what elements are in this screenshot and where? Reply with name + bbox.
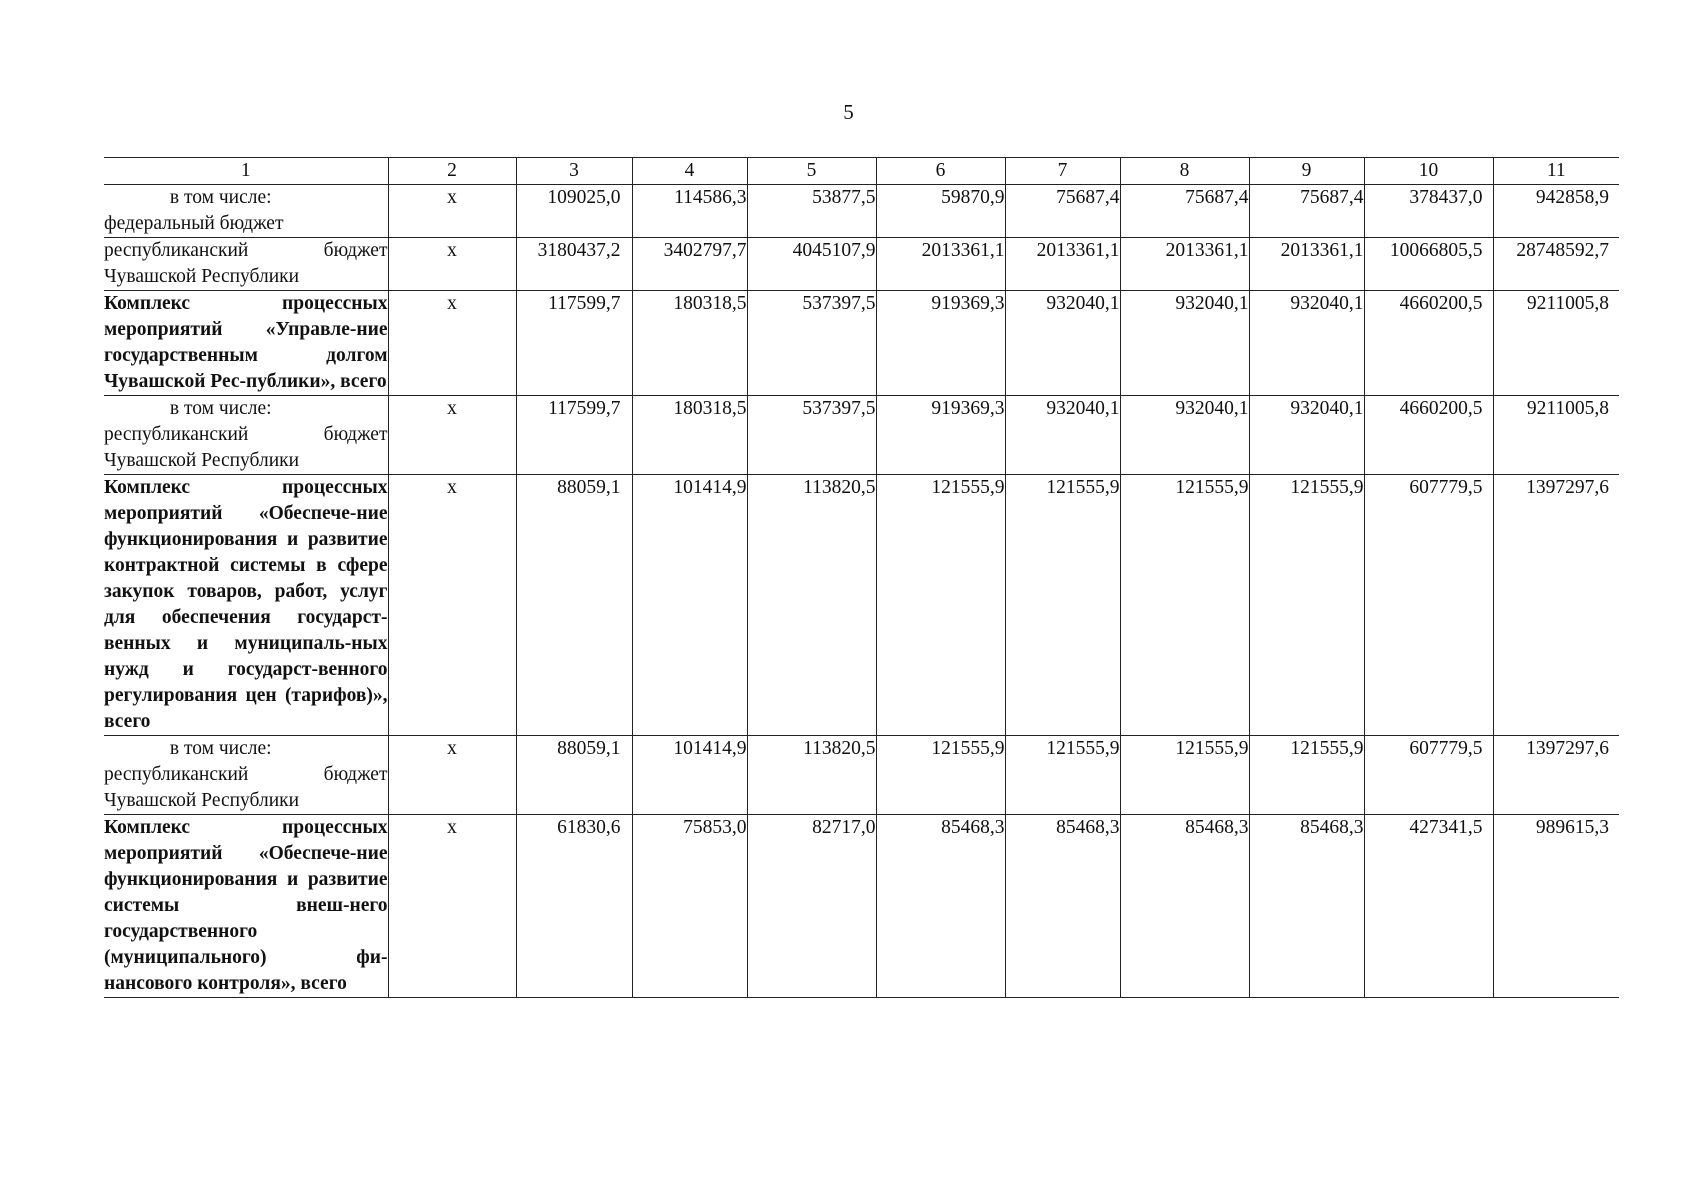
value-cell: 88059,1	[516, 736, 632, 815]
value-cell: 3180437,2	[516, 238, 632, 291]
value-cell: 2013361,1	[1120, 238, 1249, 291]
value-cell: 4660200,5	[1364, 291, 1493, 396]
value-cell: 85468,3	[1120, 815, 1249, 998]
value-cell: 10066805,5	[1364, 238, 1493, 291]
value-cell: 932040,1	[1120, 396, 1249, 475]
column-header: 7	[1005, 158, 1120, 185]
value-cell: 121555,9	[876, 475, 1005, 736]
column-header: 8	[1120, 158, 1249, 185]
table-row	[104, 291, 1619, 396]
value-cell: 121555,9	[1249, 736, 1364, 815]
page-number: 5	[843, 100, 854, 124]
column-header: 1	[104, 158, 388, 185]
value-cell: 919369,3	[876, 291, 1005, 396]
row-name: Комплекс процессных мероприятий «Обеспече-ние функционирования и развитие контрактной системы в сфере закупок товаров, работ, услуг для обеспечения государст-венных и муниципаль-ных нужд и государст-венного регулирования цен (тарифов)», всего	[104, 477, 388, 732]
value-cell: 117599,7	[516, 291, 632, 396]
table-body	[104, 185, 1619, 998]
row-code-cell: x	[388, 815, 516, 998]
row-name-cell	[104, 736, 388, 815]
row-name-cell	[104, 185, 388, 238]
value-cell: 121555,9	[1249, 475, 1364, 736]
value-cell: 114586,3	[632, 185, 747, 238]
row-name-cell	[104, 815, 388, 998]
column-header: 9	[1249, 158, 1364, 185]
value-cell: 932040,1	[1249, 396, 1364, 475]
value-cell: 121555,9	[876, 736, 1005, 815]
value-cell: 180318,5	[632, 291, 747, 396]
value-cell: 101414,9	[632, 736, 747, 815]
value-cell: 113820,5	[747, 736, 876, 815]
value-cell: 61830,6	[516, 815, 632, 998]
value-cell: 85468,3	[1005, 815, 1120, 998]
row-code-cell: x	[388, 736, 516, 815]
value-cell: 3402797,7	[632, 238, 747, 291]
value-cell: 117599,7	[516, 396, 632, 475]
value-cell: 932040,1	[1005, 396, 1120, 475]
row-name: федеральный бюджет	[104, 213, 284, 234]
value-cell: 75687,4	[1005, 185, 1120, 238]
row-name-cell	[104, 396, 388, 475]
column-header: 11	[1493, 158, 1619, 185]
column-header: 2	[388, 158, 516, 185]
value-cell: 932040,1	[1120, 291, 1249, 396]
table-header-row	[104, 158, 1619, 185]
row-code-cell: x	[388, 238, 516, 291]
value-cell: 28748592,7	[1493, 238, 1619, 291]
value-cell: 85468,3	[876, 815, 1005, 998]
row-name: Комплекс процессных мероприятий «Управле-ние государственным долгом Чувашской Рес-публики», всего	[104, 293, 388, 392]
row-name: республиканский бюджет Чувашской Республики	[104, 240, 388, 287]
value-cell: 180318,5	[632, 396, 747, 475]
row-name: республиканский бюджет Чувашской Республики	[104, 424, 388, 471]
table-row	[104, 815, 1619, 998]
row-name: Комплекс процессных мероприятий «Обеспече-ние функционирования и развитие системы внеш-него государственного (муниципального) фи-нансового контроля», всего	[104, 817, 388, 994]
value-cell: 537397,5	[747, 291, 876, 396]
value-cell: 2013361,1	[876, 238, 1005, 291]
value-cell: 121555,9	[1120, 736, 1249, 815]
value-cell: 607779,5	[1364, 736, 1493, 815]
column-header: 5	[747, 158, 876, 185]
value-cell: 989615,3	[1493, 815, 1619, 998]
row-name: республиканский бюджет Чувашской Республики	[104, 764, 388, 811]
value-cell: 942858,9	[1493, 185, 1619, 238]
value-cell: 121555,9	[1120, 475, 1249, 736]
value-cell: 59870,9	[876, 185, 1005, 238]
value-cell: 121555,9	[1005, 736, 1120, 815]
value-cell: 88059,1	[516, 475, 632, 736]
value-cell: 1397297,6	[1493, 736, 1619, 815]
value-cell: 4045107,9	[747, 238, 876, 291]
value-cell: 75687,4	[1120, 185, 1249, 238]
value-cell: 101414,9	[632, 475, 747, 736]
value-cell: 932040,1	[1249, 291, 1364, 396]
value-cell: 82717,0	[747, 815, 876, 998]
value-cell: 75853,0	[632, 815, 747, 998]
value-cell: 9211005,8	[1493, 396, 1619, 475]
row-code-cell: x	[388, 396, 516, 475]
value-cell: 113820,5	[747, 475, 876, 736]
value-cell: 378437,0	[1364, 185, 1493, 238]
row-name-cell	[104, 238, 388, 291]
value-cell: 9211005,8	[1493, 291, 1619, 396]
row-name-cell	[104, 291, 388, 396]
value-cell: 919369,3	[876, 396, 1005, 475]
value-cell: 932040,1	[1005, 291, 1120, 396]
row-code-cell: x	[388, 475, 516, 736]
table-row	[104, 185, 1619, 238]
value-cell: 121555,9	[1005, 475, 1120, 736]
value-cell: 427341,5	[1364, 815, 1493, 998]
value-cell: 1397297,6	[1493, 475, 1619, 736]
row-subheading: в том числе:	[169, 398, 272, 419]
row-name-cell	[104, 475, 388, 736]
row-subheading: в том числе:	[169, 738, 272, 759]
value-cell: 85468,3	[1249, 815, 1364, 998]
column-header: 6	[876, 158, 1005, 185]
value-cell: 4660200,5	[1364, 396, 1493, 475]
table-row	[104, 475, 1619, 736]
row-code-cell: x	[388, 291, 516, 396]
column-header: 3	[516, 158, 632, 185]
value-cell: 109025,0	[516, 185, 632, 238]
value-cell: 75687,4	[1249, 185, 1364, 238]
value-cell: 2013361,1	[1005, 238, 1120, 291]
value-cell: 537397,5	[747, 396, 876, 475]
value-cell: 53877,5	[747, 185, 876, 238]
budget-table	[104, 157, 1619, 998]
table-row	[104, 238, 1619, 291]
value-cell: 607779,5	[1364, 475, 1493, 736]
column-header: 10	[1364, 158, 1493, 185]
row-code-cell: x	[388, 185, 516, 238]
value-cell: 2013361,1	[1249, 238, 1364, 291]
column-header: 4	[632, 158, 747, 185]
row-subheading: в том числе:	[169, 187, 272, 208]
table-row	[104, 736, 1619, 815]
table-row	[104, 396, 1619, 475]
